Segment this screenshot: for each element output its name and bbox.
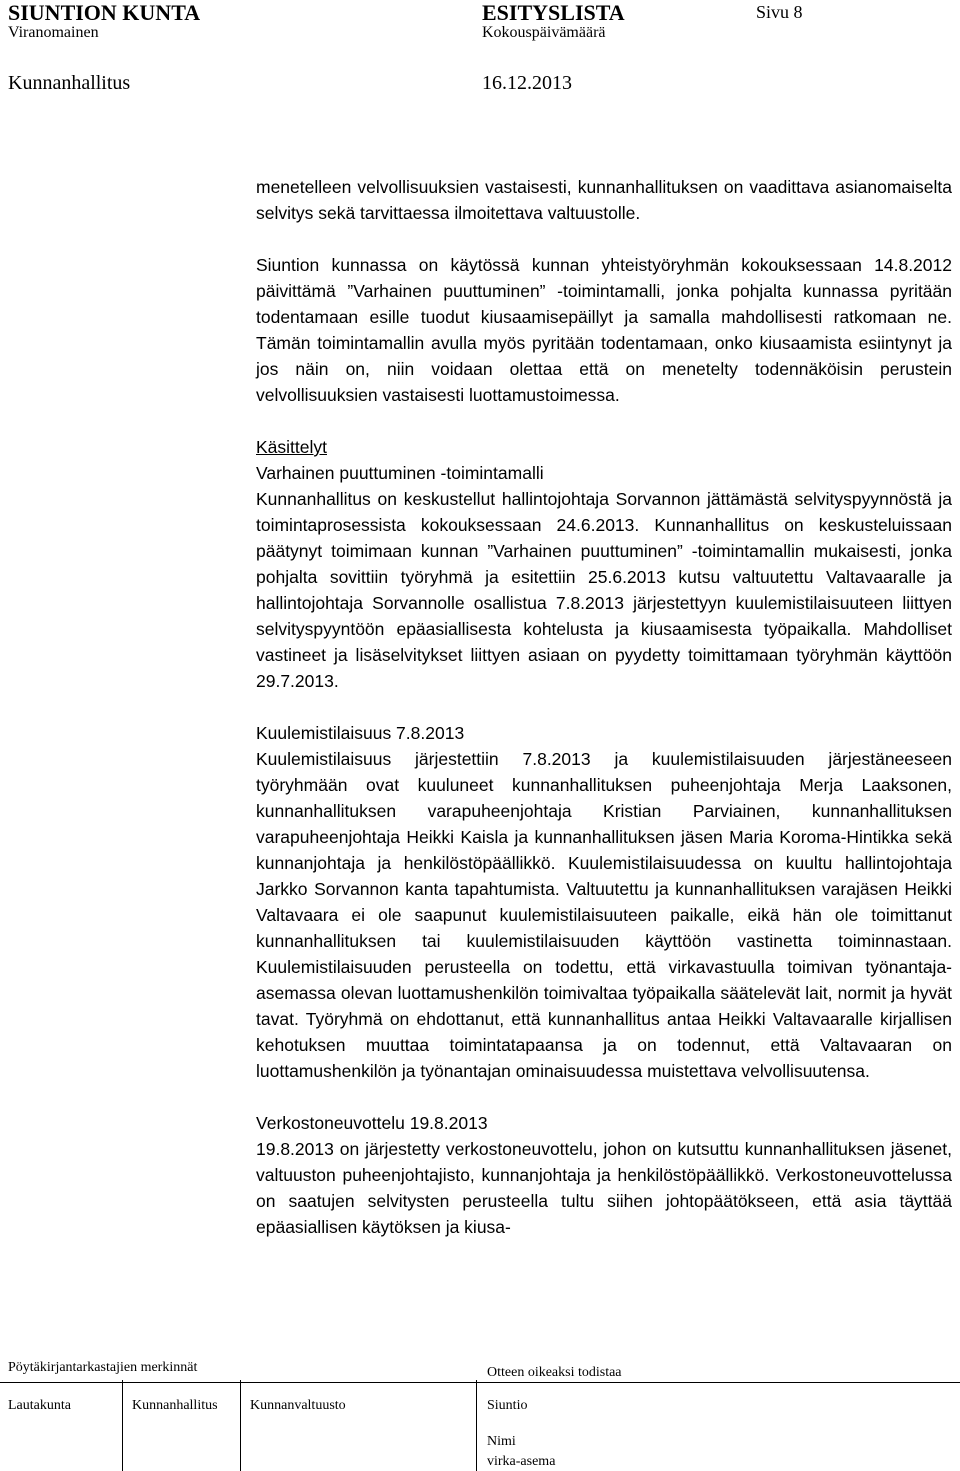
heading-verkostoneuvottelu: Verkostoneuvottelu 19.8.2013 [256,1113,488,1133]
org-name: SIUNTION KUNTA [8,0,201,25]
heading-kasittelyt: Käsittelyt [256,437,327,457]
footer [0,1356,960,1471]
meeting-date-label: Kokouspäivämäärä [482,24,606,41]
place: Siuntio [487,1398,528,1413]
board-name: Kunnanhallitus [8,72,131,94]
authority-label: Viranomainen [8,24,99,41]
certified-label: Otteen oikeaksi todistaa [487,1365,622,1380]
footer-col-kunnanhallitus: Kunnanhallitus [132,1398,218,1413]
footer-col-kunnanvaltuusto: Kunnanvaltuusto [250,1398,346,1413]
page-number: Sivu 8 [756,2,803,22]
doc-type: ESITYSLISTA [482,0,625,25]
meeting-date: 16.12.2013 [482,72,572,94]
paragraph-4: Kuulemistilaisuus järjestettiin 7.8.2013 ja kuulemistilaisuuden järjestäneeseen työryhmään ovat kuuluneet kunnanhallituksen puheenjohtaja Merja Laaksonen, kunnanhallituksen varapuheenjohtaja Kristian Parviainen, kunnanhallituksen varapuheenjohtaja Heikki Kaisla ja kunnanhallituksen jäsen Maria Koroma-Hintikka sekä kunnanjohtaja ja henkilöstöpäällikkö. Kuulemistilaisuudessa on kuultu hallintojohtaja Jarkko Sorvannon kanta tapahtumista. Valtuutettu ja kunnanhallituksen varajäsen Heikki Valtavaara ei ole saapunut kuulemistilaisuuteen paikalle, eikä hän ole toimittanut kunnanhallituksen tai kuulemistilaisuuden käyttöön vastinetta toiminnastaan. Kuulemistilaisuuden perusteella on todettu, että virkavastuulla toimivan työnantaja-asemassa olevan luottamushenkilön toimivaltaa työpaikalla säätelevät lait, normit ja hyvät tavat. Työryhmä on ehdottanut, että kunnanhallitus antaa Heikki Valtavaaralle kirjallisen kehotuksen muuttaa toimintatapaansa ja on todennut, että Valtavaaran on luottamushenkilön ja työnantajan ominaisuudessa muistettava velvollisuutensa. [256,749,952,1081]
heading-kuulemistilaisuus: Kuulemistilaisuus 7.8.2013 [256,723,465,743]
heading-varhainen: Varhainen puuttuminen -toimintamalli [256,463,544,483]
paragraph-2: Siuntion kunnassa on käytössä kunnan yhteistyöryhmän kokouksessaan 14.8.2012 päivittämä ”Varhainen puuttuminen” -toimintamalli, jonka pohjalta kunnassa pyritään todentamaan esille tuodut kiusaamisepäillyt ja samalla mahdollisesti ratkomaan ne. Tämän toimintamallin avulla myös pyritään todentamaan, onko kiusaamista esiintynyt ja jos näin on, niin voidaan olettaa että on menetelty todennäköisin perustein velvollisuuksien vastaisesti luottamustoimessa. [256,255,952,405]
paragraph-1: menetelleen velvollisuuksien vastaisesti, kunnanhallituksen on vaadittava asianomaiselta selvitys sekä tarvittaessa ilmoitettava valtuustolle. [256,177,952,223]
paragraph-3: Kunnanhallitus on keskustellut hallintojohtaja Sorvannon jättämästä selvityspyynnöstä ja toimintaprosessista kokouksessaan 24.6.2013. Kunnanhallitus on keskusteluissaan päätynyt toimimaan kunnan ”Varhainen puuttuminen” -toimintamallin mukaisesti, jonka pohjalta sovittiin työryhmä ja esitettiin 25.6.2013 kutsu valtuutettu Valtavaaralle ja hallintojohtaja Sorvannolle osallistua 7.8.2013 järjestettyyn kuulemistilaisuuteen liittyen selvityspyyntöön epäasiallisesta kohtelusta ja kiusaamisesta työpaikalla. Mahdolliset vastineet ja lisäselvitykset liittyen asiaan on pyydetty toimittamaan työryhmän käyttöön 29.7.2013. [256,489,952,691]
footer-col-lautakunta: Lautakunta [8,1398,71,1413]
position-label: virka-asema [487,1454,556,1469]
reviewer-marks-label: Pöytäkirjantarkastajien merkinnät [8,1360,198,1375]
document-body [256,174,952,1240]
name-label: Nimi [487,1434,516,1449]
paragraph-5: 19.8.2013 on järjestetty verkostoneuvottelu, johon on kutsuttu kunnanhallituksen jäsenet, valtuuston puheenjohtajisto, kunnanjohtaja ja henkilöstöpäällikkö. Verkostoneuvottelussa on saatujen selvitysten perusteella tultu siihen johtopäätökseen, että asia täyttää epäasiallisen käytöksen ja kiusa- [256,1139,952,1237]
